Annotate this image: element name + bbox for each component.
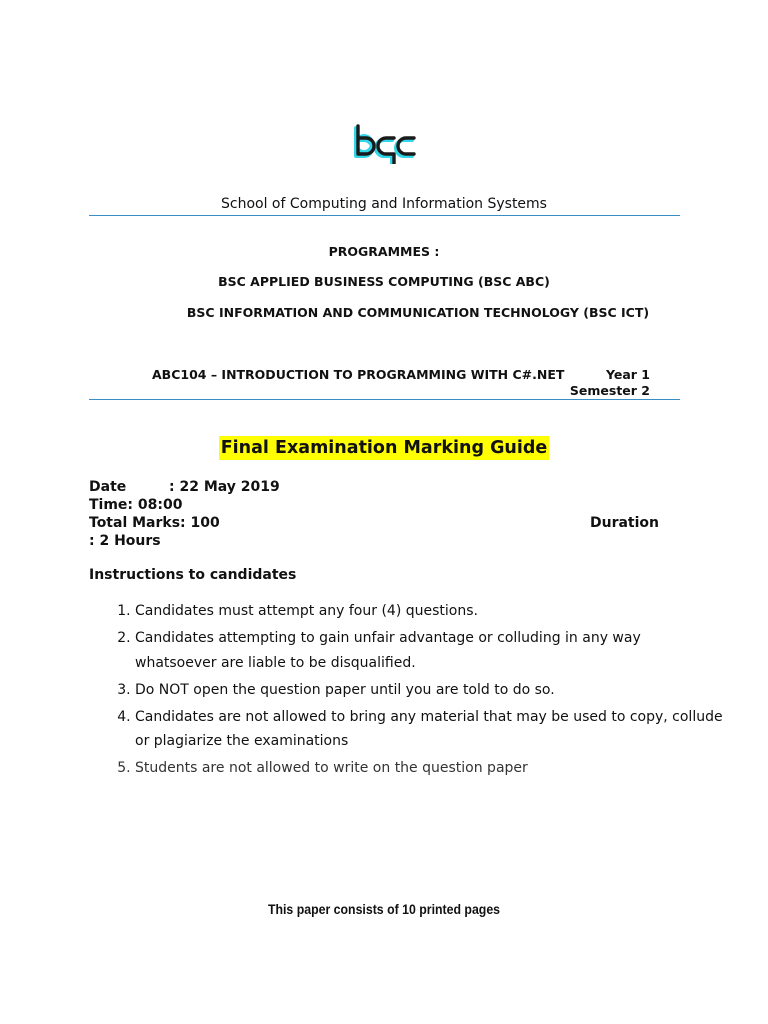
bqc-logo [350, 120, 420, 164]
page-title: Final Examination Marking Guide [220, 438, 548, 458]
course-title: ABC104 – INTRODUCTION TO PROGRAMMING WITH C#.NET [152, 367, 565, 382]
programme-item: BSC APPLIED BUSINESS COMPUTING (BSC ABC) [218, 274, 550, 289]
page-count-note: This paper consists of 10 printed pages [267, 901, 501, 917]
instructions-heading: Instructions to candidates [89, 567, 297, 583]
header-divider [89, 215, 680, 216]
exam-time: Time: 08:00 [89, 497, 183, 513]
instruction-item: 5. Students are not allowed to write on the question paper [135, 756, 725, 781]
school-name: School of Computing and Information Systems [221, 196, 547, 212]
title-wrapper [0, 436, 768, 460]
course-year: Year 1 [605, 367, 650, 382]
instruction-item: 2. Candidates attempting to gain unfair advantage or colluding in any way whatsoever are liable to be disqualified. [135, 626, 725, 675]
total-marks: Total Marks: 100 [89, 515, 220, 531]
course-divider [89, 399, 680, 400]
instructions-list [89, 599, 725, 783]
instruction-item: 1. Candidates must attempt any four (4) questions. [135, 599, 725, 624]
course-period [570, 367, 650, 399]
course-semester: Semester 2 [569, 383, 650, 398]
exam-total-marks [89, 514, 669, 532]
programmes-label: PROGRAMMES : [328, 244, 440, 259]
date-label: Date [89, 479, 127, 495]
exam-date [89, 478, 669, 496]
duration-label: Duration [589, 515, 659, 531]
instruction-item: 4. Candidates are not allowed to bring any material that may be used to copy, collude or plagiarize the examinations [135, 705, 725, 754]
date-value: : 22 May 2019 [169, 479, 280, 495]
duration-value: : 2 Hours [89, 533, 161, 549]
programme-item: BSC INFORMATION AND COMMUNICATION TECHNOLOGY (BSC ICT) [186, 305, 650, 320]
instruction-item: 3. Do NOT open the question paper until you are told to do so. [135, 678, 725, 703]
